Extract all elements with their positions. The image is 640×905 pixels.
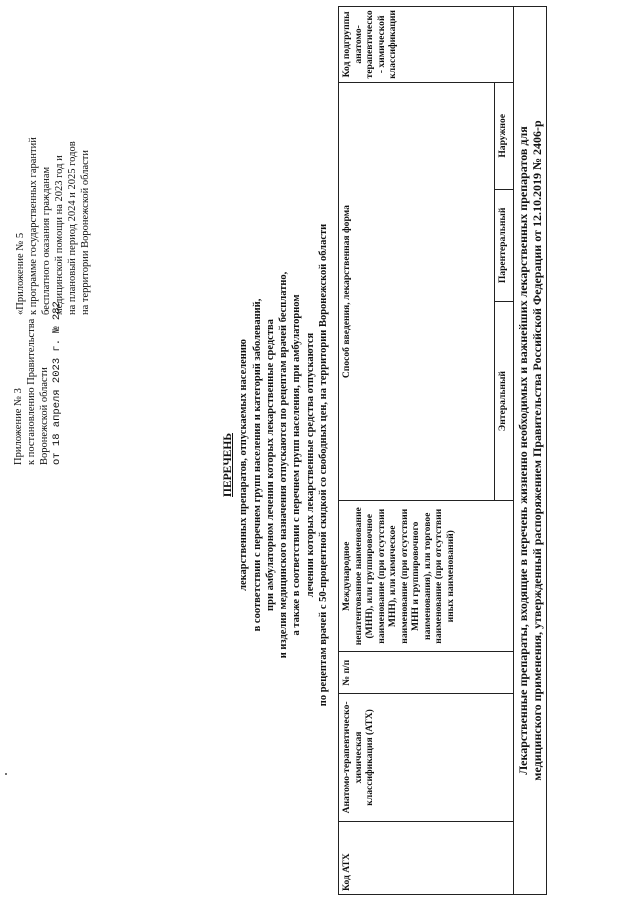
appendix3-line1: Приложение № 3	[13, 388, 24, 465]
appendix3-block	[12, 295, 64, 465]
header-atc-classification: Анатомо-терапевтическо-химическая классификация (АТХ)	[339, 694, 514, 821]
header-row-number: № п/п	[339, 652, 514, 694]
appendix3-date: от 18 апреля 2023 г. № 282	[51, 301, 63, 465]
title-line3: при амбулаторном лечении которых лекарственные средства	[264, 319, 276, 611]
appendix5-line4: медицинской помощи на 2023 год и	[54, 155, 65, 315]
appendix5-line5: на плановый период 2024 и 2025 годов	[67, 141, 78, 315]
scan-speck	[5, 773, 7, 775]
document-title	[222, 85, 330, 845]
section-row	[514, 7, 547, 895]
title-heading: ПЕРЕЧЕНЬ	[222, 433, 234, 497]
title-line6: лечении которых лекарственные средства отпускаются	[304, 332, 316, 598]
drug-list-table	[338, 6, 547, 895]
appendix5-line3: бесплатного оказания гражданам	[41, 166, 52, 315]
appendix5-line6: на территории Воронежской области	[80, 149, 91, 315]
section-line2: медицинского применения, утвержденный распоряжением Правительства Российской Федерации от 12.10.2019 № 2406-р	[530, 120, 544, 781]
title-line4: и изделия медицинского назначения отпускаются по рецептам врачей бесплатно,	[278, 271, 290, 659]
header-enteral: Энтеральный	[495, 301, 514, 501]
table-header-row	[339, 7, 495, 895]
appendix5-block	[14, 15, 92, 315]
header-method-form: Способ введения, лекарственная форма	[339, 82, 495, 501]
section-line1: Лекарственные препараты, входящие в перечень жизненно необходимых и важнейших лекарственных препаратов для	[516, 126, 530, 775]
header-external: Наружное	[495, 82, 514, 189]
title-line1: лекарственных препаратов, отпускаемых населению	[238, 339, 250, 591]
title-line7: по рецептам врачей с 50-процентной скидкой со свободных цен, на территории Воронежской области	[318, 223, 330, 707]
appendix3-line2: к постановлению Правительства	[26, 318, 37, 465]
header-parenteral: Парентеральный	[495, 189, 514, 301]
title-line2: в соответствии с перечнем групп населения и категорий заболеваний,	[251, 298, 263, 632]
header-subgroup-code: Код подгруппы анатомо-терапевтическо - химической классификации	[339, 7, 514, 83]
header-atc-code: Код АТХ	[339, 821, 514, 894]
section-caption	[514, 7, 547, 895]
appendix5-line1: «Приложение № 5	[15, 232, 26, 315]
appendix3-line3: Воронежской области	[39, 367, 50, 465]
header-inn: Международное непатентованное наименование (МНН), или группировочное наименование (при отсутствии МНН), или химическое наименование (при отсутствии МНН и группировочного наименования), или торговое наименование (при отсутствии иных наименований)	[339, 501, 514, 652]
title-line5: а также в соответствии с перечнем групп населения, при амбулаторном	[291, 294, 303, 636]
appendix5-line2: к программе государственных гарантий	[28, 137, 39, 315]
